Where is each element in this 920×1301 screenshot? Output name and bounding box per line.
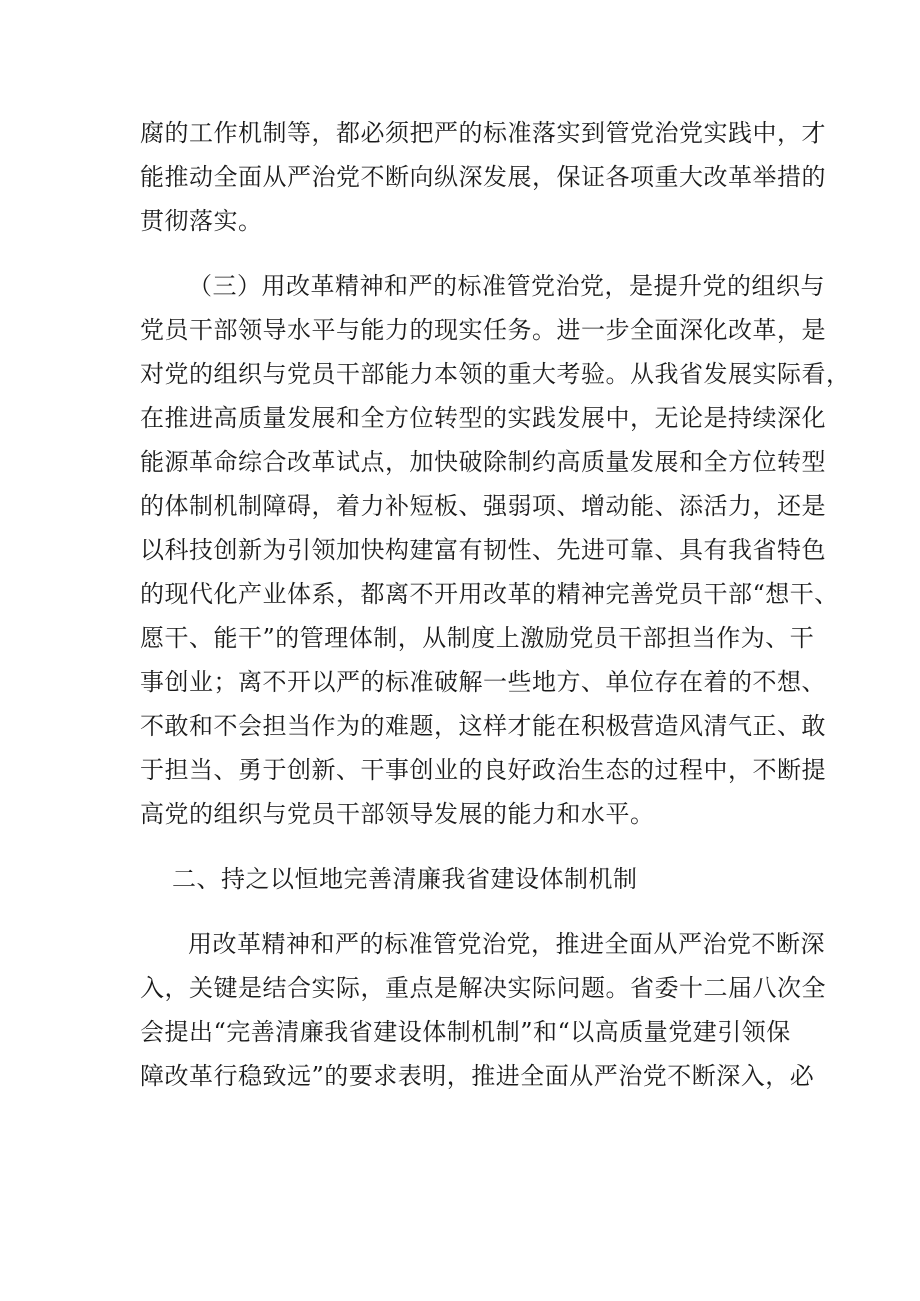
text-line: 在推进高质量发展和全方位转型的实践发展中，无论是持续深化 [140, 404, 826, 432]
text-line: 以科技创新为引领加快构建富有韧性、先进可靠、具有我省特色 [140, 536, 826, 564]
text-line: 愿干、能干”的管理体制，从制度上激励党员干部担当作为、干 [140, 624, 815, 652]
text-line: （三）用改革精神和严的标准管党治党，是提升党的组织与 [188, 272, 825, 300]
text-line: 用改革精神和严的标准管党治党，推进全面从严治党不断深 [188, 930, 825, 958]
text-line: 高党的组织与党员干部领导发展的能力和水平。 [140, 800, 655, 828]
text-line: 会提出“完善清廉我省建设体制机制”和“以高质量党建引领保 [140, 1018, 791, 1046]
text-line: 事创业；离不开以严的标准破解一些地方、单位存在着的不想、 [140, 668, 826, 696]
text-line: 障改革行稳致远”的要求表明，推进全面从严治党不断深入，必 [140, 1062, 815, 1090]
text-line: 不敢和不会担当作为的难题，这样才能在积极营造风清气正、敢 [140, 712, 826, 740]
text-line: 腐的工作机制等，都必须把严的标准落实到管党治党实践中，才 [140, 119, 826, 147]
text-line: 对党的组织与党员干部能力本领的重大考验。从我省发展实际看， [140, 360, 851, 388]
text-line: 于担当、勇于创新、干事创业的良好政治生态的过程中，不断提 [140, 756, 826, 784]
text-line: 的体制机制障碍，着力补短板、强弱项、增动能、添活力，还是 [140, 492, 826, 520]
text-line: 能源革命综合改革试点，加快破除制约高质量发展和全方位转型 [140, 448, 826, 476]
text-line: 的现代化产业体系，都离不开用改革的精神完善党员干部“想干、 [140, 580, 839, 608]
text-line: 贯彻落实。 [140, 207, 263, 235]
text-line: 入，关键是结合实际，重点是解决实际问题。省委十二届八次全 [140, 974, 826, 1002]
section-heading: 二、持之以恒地完善清廉我省建设体制机制 [172, 865, 638, 893]
text-line: 党员干部领导水平与能力的现实任务。进一步全面深化改革，是 [140, 316, 826, 344]
text-line: 能推动全面从严治党不断向纵深发展，保证各项重大改革举措的 [140, 163, 826, 191]
